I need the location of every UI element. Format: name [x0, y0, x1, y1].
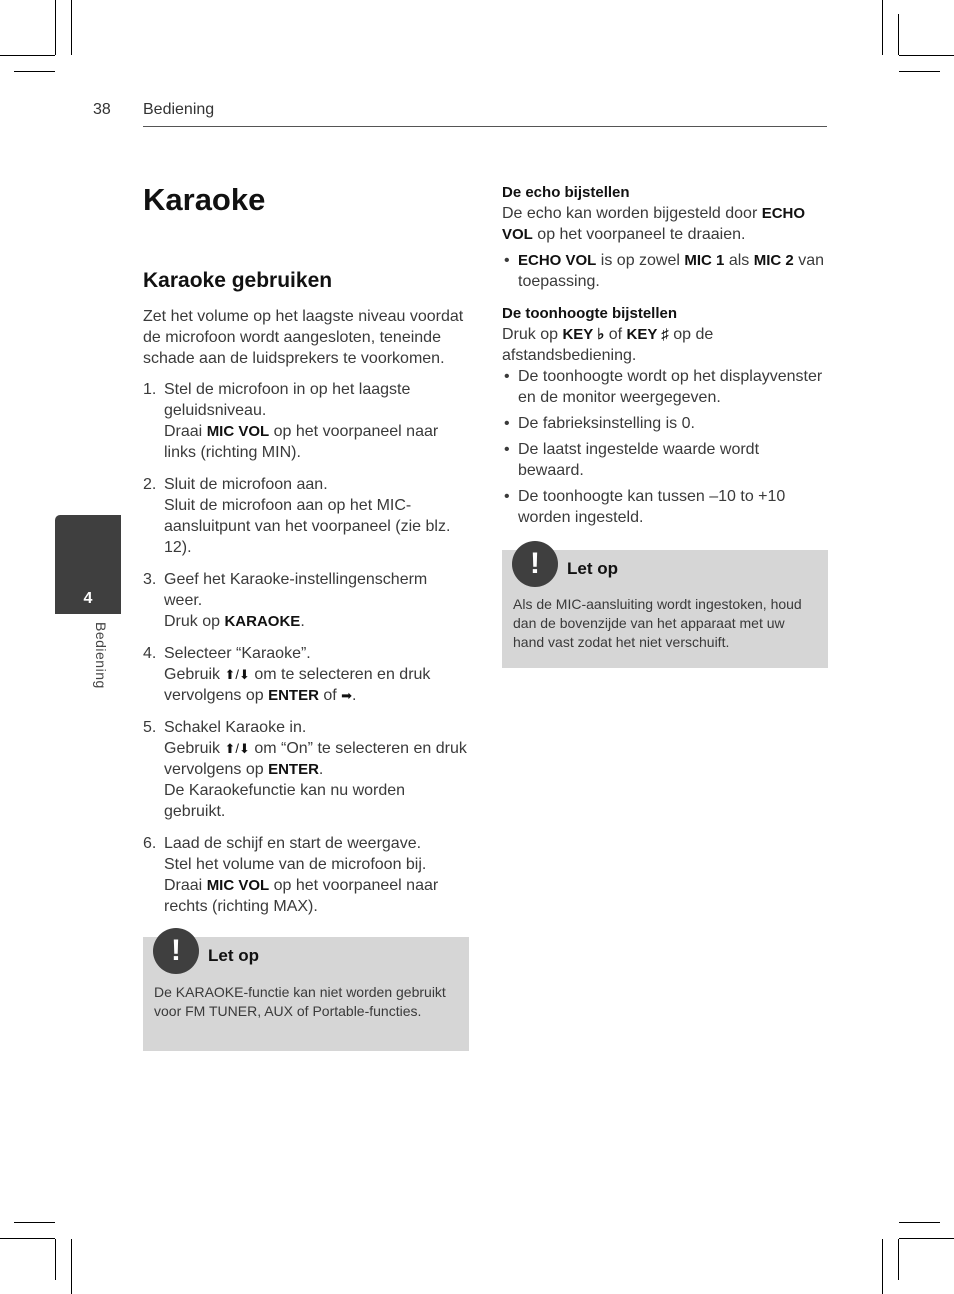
note-body: De KARAOKE-functie kan niet worden gebruikt voor FM TUNER, AUX of Portable-functies.	[154, 984, 446, 1019]
right-column	[502, 182, 828, 668]
bullet-dot: •	[504, 368, 510, 385]
bullet-item: • ECHO VOL is op zowel MIC 1 als MIC 2 van toepassing.	[504, 252, 825, 290]
key-label: KEY ♯	[626, 326, 669, 343]
key-label: KARAOKE	[224, 613, 301, 630]
key-label: ECHO VOL	[518, 252, 597, 269]
step-item	[143, 379, 469, 463]
right-arrow-icon: ➡	[341, 688, 353, 703]
step-detail: Draai MIC VOL op het voorpaneel naar links (richting MIN).	[164, 423, 439, 461]
step-text: Schakel Karaoke in.	[164, 719, 307, 736]
key-label: ENTER	[268, 761, 319, 778]
step-text: Selecteer “Karaoke”.	[164, 645, 311, 662]
step-text: Laad de schijf en start de weergave.	[164, 835, 422, 852]
step-detail: De Karaokefunctie kan nu worden gebruikt.	[164, 782, 406, 820]
running-header: Bediening	[143, 101, 215, 118]
key-label: MIC 1	[684, 252, 725, 269]
step-number: 2.	[143, 476, 157, 493]
step-number: 4.	[143, 645, 157, 662]
pitch-heading: De toonhoogte bijstellen	[502, 305, 677, 322]
note-title: Let op	[567, 559, 618, 578]
bullet-item: • De toonhoogte wordt op het displayvenster en de monitor weergegeven.	[504, 368, 823, 406]
step-item	[143, 474, 469, 558]
step-detail: Sluit de microfoon aan op het MIC-aansluitpunt van het voorpaneel (zie blz. 12).	[164, 497, 451, 556]
chapter-tab	[55, 515, 121, 614]
key-label: MIC VOL	[206, 423, 270, 440]
key-label: KEY ♭	[562, 326, 605, 343]
key-label: MIC 2	[753, 252, 794, 269]
step-text: Sluit de microfoon aan.	[164, 476, 328, 493]
chapter-label: Bediening	[93, 622, 109, 689]
exclamation-icon: !	[512, 541, 558, 587]
intro-paragraph: Zet het volume op het laagste niveau voordat de microfoon wordt aangesloten, teneinde schade aan de luidsprekers te voorkomen.	[143, 308, 464, 367]
step-number: 3.	[143, 571, 157, 588]
step-item	[143, 643, 469, 706]
bullet-dot: •	[504, 441, 510, 458]
step-detail: Draai MIC VOL op het voorpaneel naar rechts (richting MAX).	[164, 877, 439, 915]
bullet-item: • De laatst ingestelde waarde wordt bewaard.	[504, 441, 760, 479]
note-title: Let op	[208, 946, 259, 965]
step-number: 1.	[143, 381, 157, 398]
left-column	[143, 180, 469, 1051]
pitch-paragraph: Druk op KEY ♭ of KEY ♯ op de afstandsbediening.	[502, 326, 714, 364]
key-label: ECHO VOL	[502, 205, 806, 243]
exclamation-icon: !	[153, 928, 199, 974]
step-detail: Stel het volume van de microfoon bij.	[164, 856, 427, 873]
bullet-item: • De toonhoogte kan tussen –10 to +10 worden ingesteld.	[504, 488, 786, 526]
step-number: 5.	[143, 719, 157, 736]
step-detail: Gebruik ⬆/⬇ om te selecteren en druk vervolgens op ENTER of ➡.	[164, 666, 431, 704]
bullet-item: • De fabrieksinstelling is 0.	[504, 415, 695, 432]
step-list	[143, 379, 469, 917]
note-body: Als de MIC-aansluiting wordt ingestoken, houd dan de bovenzijde van het apparaat met uw hand vast zodat het niet verschuift.	[513, 596, 802, 650]
bullet-dot: •	[504, 252, 510, 269]
step-item	[143, 717, 469, 822]
up-down-arrow-icon: ⬆/⬇	[224, 741, 250, 756]
pitch-section	[502, 303, 828, 528]
echo-paragraph: De echo kan worden bijgesteld door ECHO VOL op het voorpaneel te draaien.	[502, 205, 806, 243]
step-item	[143, 833, 469, 917]
key-label: MIC VOL	[206, 877, 270, 894]
echo-section	[502, 182, 828, 292]
step-text: Stel de microfoon in op het laagste geluidsniveau.	[164, 381, 411, 419]
step-detail: Druk op KARAOKE.	[164, 613, 305, 630]
section-heading: Karaoke gebruiken	[143, 269, 333, 292]
step-item	[143, 569, 469, 632]
step-number: 6.	[143, 835, 157, 852]
up-down-arrow-icon: ⬆/⬇	[224, 667, 250, 682]
bullet-dot: •	[504, 488, 510, 505]
page-number: 38	[93, 101, 111, 118]
page-title: Karaoke	[143, 182, 266, 217]
step-text: Geef het Karaoke-instellingenscherm weer.	[164, 571, 428, 609]
note-box	[143, 934, 469, 1051]
chapter-number: 4	[83, 590, 93, 607]
note-box	[502, 547, 828, 668]
bullet-dot: •	[504, 415, 510, 432]
key-label: ENTER	[268, 687, 319, 704]
step-detail: Gebruik ⬆/⬇ om “On” te selecteren en druk vervolgens op ENTER.	[164, 740, 467, 778]
echo-heading: De echo bijstellen	[502, 184, 630, 201]
header-rule	[143, 126, 827, 127]
